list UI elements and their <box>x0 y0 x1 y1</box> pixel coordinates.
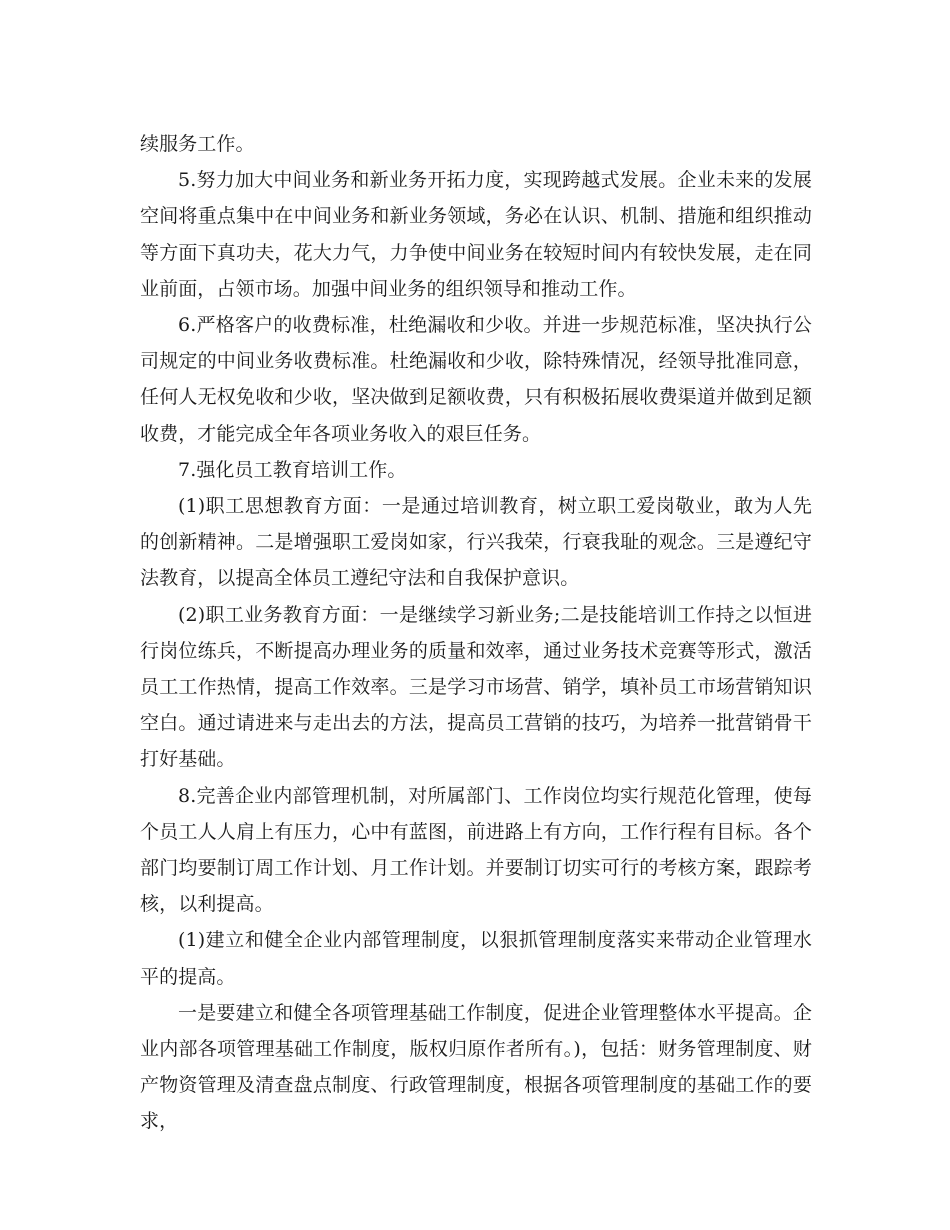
paragraph-continuation: 续服务工作。 <box>140 133 255 155</box>
paragraph-item-8: 8.完善企业内部管理机制，对所属部门、工作岗位均实行规范化管理，使每个员工人人肩上有压力，心中有蓝图，前进路上有方向，工作行程有目标。各个部门均要制订周工作计划、月工作计划。并要制订切实可行的考核方案，跟踪考核，以利提高。 <box>140 784 812 916</box>
paragraph-item-5: 5.努力加大中间业务和新业务开拓力度，实现跨越式发展。企业未来的发展空间将重点集中在中间业务和新业务领域，务必在认识、机制、措施和组织推动等方面下真功夫，花大力气，力争使中间业务在较短时间内有较快发展，走在同业前面，占领市场。加强中间业务的组织领导和推动工作。 <box>140 169 812 300</box>
document-body <box>140 126 812 1140</box>
paragraph-item-8-1: (1)建立和健全企业内部管理制度，以狠抓管理制度落实来带动企业管理水平的提高。 <box>140 929 812 988</box>
paragraph-item-6: 6.严格客户的收费标准，杜绝漏收和少收。并进一步规范标准，坚决执行公司规定的中间业务收费标准。杜绝漏收和少收，除特殊情况，经领导批准同意，任何人无权免收和少收，坚决做到足额收费，只有积极拓展收费渠道并做到足额收费，才能完成全年各项业务收入的艰巨任务。 <box>140 314 812 445</box>
paragraph-item-7-1: (1)职工思想教育方面：一是通过培训教育，树立职工爱岗敬业，敢为人先的创新精神。二是增强职工爱岗如家，行兴我荣，行衰我耻的观念。三是遵纪守法教育，以提高全体员工遵纪守法和自我保护意识。 <box>140 495 812 590</box>
paragraph-item-7: 7.强化员工教育培训工作。 <box>178 458 407 481</box>
paragraph-item-8-1-a: 一是要建立和健全各项管理基础工作制度，促进企业管理整体水平提高。企业内部各项管理基础工作制度，版权归原作者所有。)，包括：财务管理制度、财产物资管理及清查盘点制度、行政管理制度，根据各项管理制度的基础工作的要求， <box>140 1001 812 1133</box>
paragraph-item-7-2: (2)职工业务教育方面：一是继续学习新业务;二是技能培训工作持之以恒进行岗位练兵，不断提高办理业务的质量和效率，通过业务技术竞赛等形式，激活员工工作热情，提高工作效率。三是学习市场营、销学，填补员工市场营销知识空白。通过请进来与走出去的方法，提高员工营销的技巧，为培养一批营销骨干打好基础。 <box>140 603 812 771</box>
